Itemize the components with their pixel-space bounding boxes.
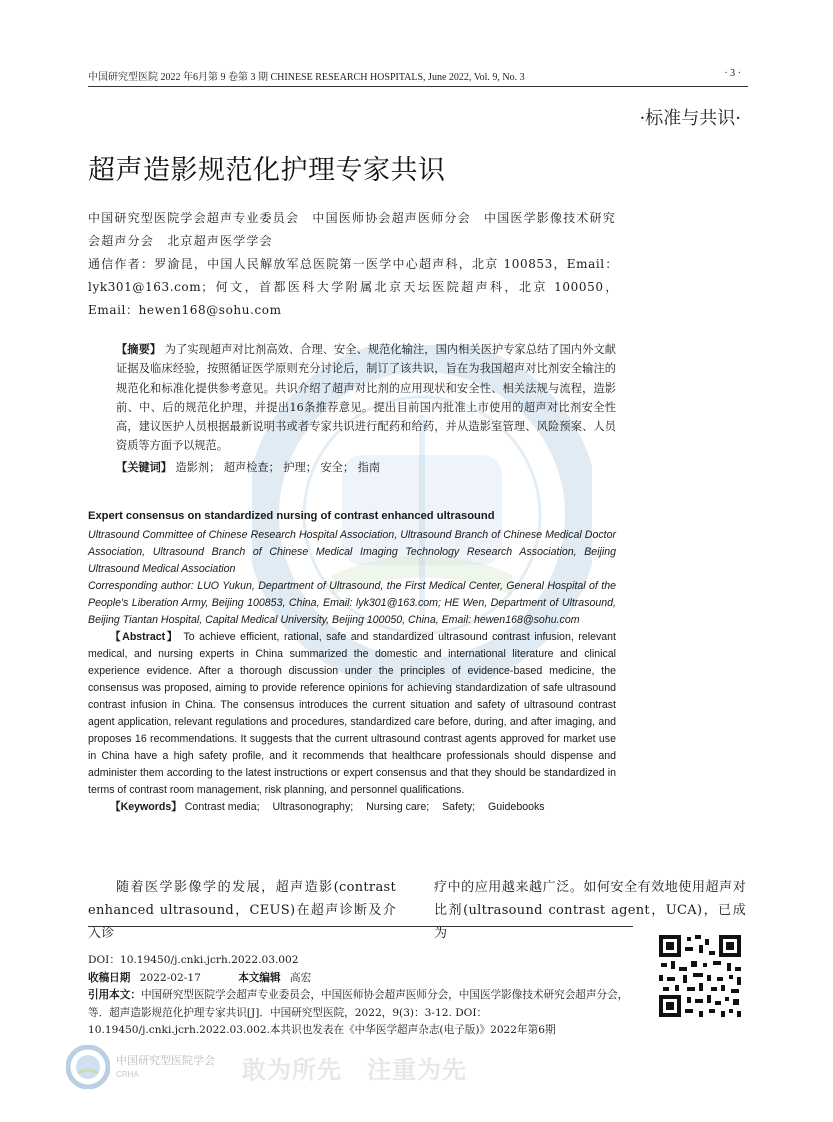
abstract-cn-text: 为了实现超声对比剂高效、合理、安全、规范化输注，国内相关医护专家总结了国内外文献证据及临床经验，按照循证医学原则充分讨论后，制订了该共识，旨在为我国超声对比剂安全输注的规范化和标准化提供参考意见。共识介绍了超声对比剂的应用现状和安全性、相关法规与流程，造影前、中、后的规范化护理，并提出16条推荐意见。提出目前国内批准上市使用的超声对比剂安全性高，建议医护人员根据最新说明书或者专家共识进行配药和给药，并从造影室管理、风险预案、人员资质等方面予以规范。 bbox=[116, 343, 616, 453]
association-name: 中国研究型医院学会 bbox=[116, 1054, 215, 1067]
keyword: Safety; bbox=[442, 801, 476, 813]
footnote bbox=[88, 952, 633, 1040]
english-title: Expert consensus on standardized nursing of contrast enhanced ultrasound bbox=[88, 510, 495, 522]
english-abstract-text: To achieve efficient, rational, safe and standardized ultrasound contrast infusion, relevant medical, and nursing experts in China summarized the domestic and international literature and clinical experience evidence. After a thorough discussion under the principles of evidence-based medicine, the consensus was proposed, aiming to provide reference opinions for achieving standardization of safe ultrasound contrast infusion in China. The consensus introduces the current situation and safety of ultrasound contrast agent application, relevant regulations and procedures, standardized care before, during, and after imaging, and proposes 16 recommendations. It suggests that the current ultrasound contrast agents approved for market use in China have a high safety profile, and it recommends that healthcare professionals should dispense and administer them according to the latest instructions or expert consensus and that they should be standardized in terms of contrast room management, risk planning, and personnel qualifications. bbox=[88, 631, 616, 796]
keyword: Nursing care; bbox=[366, 801, 430, 813]
received-label: 收稿日期 bbox=[88, 971, 131, 984]
section-label: ·标准与共识· bbox=[639, 108, 741, 129]
keyword: Contrast media; bbox=[184, 801, 260, 813]
corresponding-authors-cn: 通信作者：罗渝昆，中国人民解放军总医院第一医学中心超声科，北京 100853，Email：lyk301@163.com；何文，首都医科大学附属北京天坛医院超声科，北京 100050，Email：hewen168@sohu.com bbox=[88, 257, 618, 317]
editor-name: 高宏 bbox=[289, 971, 312, 984]
english-abstract-label: 【Abstract】 bbox=[110, 631, 179, 643]
keyword: Ultrasonography; bbox=[272, 801, 354, 813]
keyword: Guidebooks bbox=[488, 801, 545, 813]
english-keywords bbox=[88, 799, 616, 816]
article-title: 超声造影规范化护理专家共识 bbox=[88, 155, 446, 186]
received-date: 2022-02-17 bbox=[139, 971, 201, 984]
received-line bbox=[88, 970, 633, 988]
abstract-cn-label: 【摘要】 bbox=[116, 342, 162, 356]
abstract-cn bbox=[116, 340, 616, 456]
keywords-cn bbox=[116, 459, 616, 475]
keyword: 超声检查； bbox=[223, 461, 280, 474]
keywords-cn-label: 【关键词】 bbox=[116, 460, 172, 474]
english-keywords-label: 【Keywords】 bbox=[110, 801, 182, 813]
authors: 中国研究型医院学会超声专业委员会 中国医师协会超声医师分会 中国医学影像技术研究会超声分会 北京超声医学学会 bbox=[88, 211, 617, 248]
body-text-left: 随着医学影像学的发展，超声造影(contrast enhanced ultrasound，CEUS)在超声诊断及介入诊 bbox=[88, 880, 396, 941]
citation bbox=[88, 987, 633, 1040]
body-text-right: 疗中的应用越来越广泛。如何安全有效地使用超声对比剂(ultrasound contrast agent，UCA)，已成为 bbox=[434, 880, 746, 941]
page-number: · 3 · bbox=[724, 68, 741, 79]
footnote-rule bbox=[88, 926, 633, 927]
header-rule bbox=[88, 86, 748, 87]
english-abstract bbox=[88, 629, 616, 799]
keyword: 造影剂； bbox=[175, 461, 221, 474]
keyword: 安全； bbox=[320, 461, 355, 474]
citation-text: 中国研究型医院学会超声专业委员会，中国医师协会超声医师分会，中国医学影像技术研究会超声分会，等．超声造影规范化护理专家共识[J]．中国研究型医院，2022，9(3)：3-12. DOI：10.19450/j.cnki.jcrh.2022.03.002.本共识也发表在《中华医学超声杂志(电子版)》2022年第6期 bbox=[88, 989, 629, 1036]
keyword: 指南 bbox=[357, 461, 381, 474]
association-abbr: CRHA bbox=[116, 1070, 139, 1079]
citation-label: 引用本文： bbox=[88, 989, 141, 1001]
english-corresponding: Corresponding author: LUO Yukun, Department of Ultrasound, the First Medical Center, General Hospital of the People's Liberation Army, Beijing 100853, China, Email: lyk301@163.com; HE Wen, Department of Ultrasound, Beijing Tiantan Hospital, Capital Medical University, Beijing 100050, China, Email: hewen168@sohu.com bbox=[88, 580, 616, 626]
running-header: 中国研究型医院 2022 年6月第 9 卷第 3 期 CHINESE RESEARCH HOSPITALS, June 2022, Vol. 9, No. 3 bbox=[88, 72, 525, 83]
doi: DOI：10.19450/j.cnki.jcrh.2022.03.002 bbox=[88, 954, 299, 966]
editor-label: 本文编辑 bbox=[238, 971, 281, 984]
association-logo bbox=[66, 1045, 110, 1089]
qr-code[interactable] bbox=[655, 931, 745, 1021]
english-abstract-block bbox=[88, 508, 616, 816]
keyword: 护理； bbox=[283, 461, 317, 474]
english-affiliations: Ultrasound Committee of Chinese Research Hospital Association, Ultrasound Branch of Chinese Medical Doctor Association, Ultrasound Branch of Chinese Medical Imaging Technology Research Association, Beijing Ultrasound Medical Association bbox=[88, 529, 616, 575]
slogan: 敢为所先 注重为先 bbox=[242, 1055, 467, 1084]
